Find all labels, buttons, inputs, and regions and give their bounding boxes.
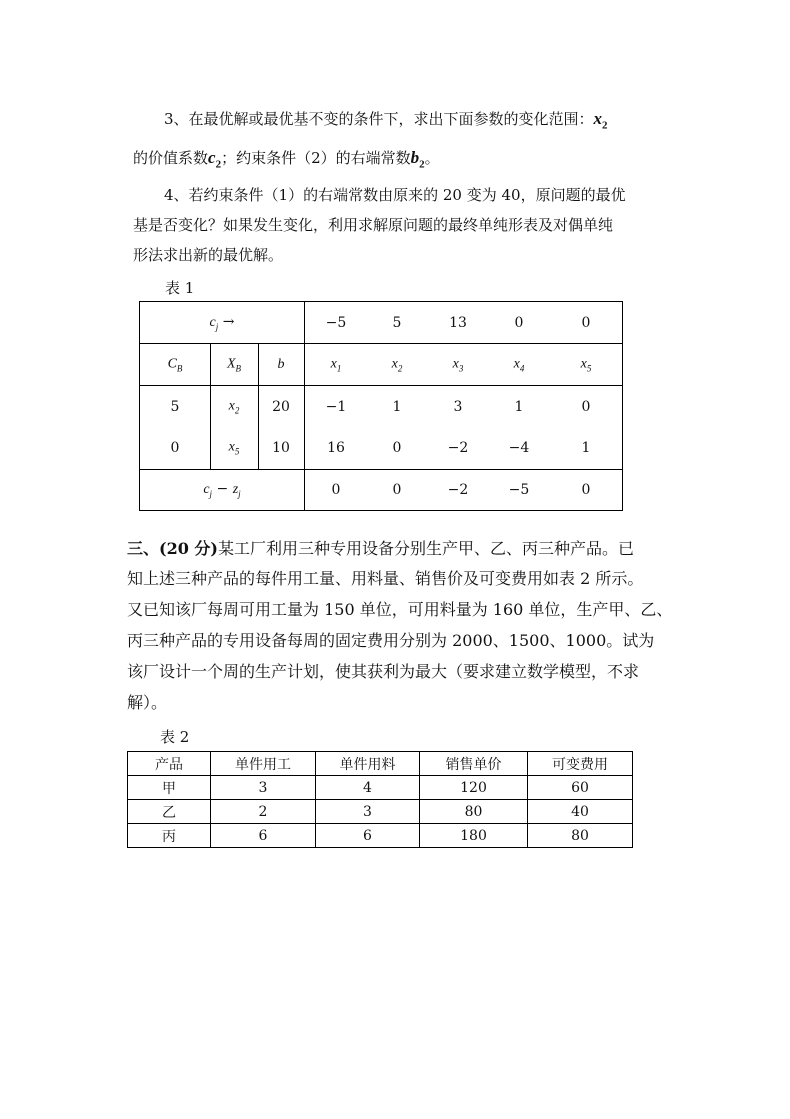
q3-line-1-text: 3、在最优解或最优基不变的条件下，求出下面参数的变化范围： — [164, 110, 594, 128]
header-cell: 可变费用 — [528, 752, 633, 776]
row1-value: 1 — [514, 399, 524, 415]
cj-label: $c_j$ → — [209, 314, 235, 332]
q3-line-2-text-b: ；约束条件（2）的右端常数 — [221, 149, 411, 167]
row2-value: 0 — [392, 440, 402, 456]
q4-line-2: 基是否变化？如果发生变化，利用求解原问题的最终单纯形表及对偶单纯 — [133, 216, 614, 234]
table-cell: 180 — [420, 824, 528, 848]
header-var: $x_5$ — [580, 356, 592, 374]
cz-value: 0 — [331, 482, 341, 498]
sec3-line-1 — [127, 538, 634, 560]
header-var: $x_4$ — [513, 356, 525, 374]
q3-line-2 — [133, 147, 440, 175]
row1-value: 0 — [581, 399, 591, 415]
q4-line-1: 4、若约束条件（1）的右端常数由原来的 20 变为 40，原问题的最优 — [164, 186, 626, 204]
b2-symbol: $b_2$ — [410, 148, 425, 171]
table-cell: 6 — [316, 824, 420, 848]
cj-value: 0 — [514, 315, 524, 331]
cz-value: −5 — [508, 482, 530, 498]
table-cell: 80 — [528, 824, 633, 848]
table-cell: 4 — [316, 776, 420, 800]
row2-b: 10 — [272, 440, 290, 456]
header-cell: 产品 — [128, 752, 211, 776]
header-cell: 销售单价 — [420, 752, 528, 776]
sec3-line-1-text: 某工厂利用三种专用设备分别生产甲、乙、丙三种产品。已 — [217, 539, 634, 558]
row2-value: 16 — [327, 440, 345, 456]
sec3-heading: 三、(20 分) — [127, 539, 218, 558]
sec3-line-4: 丙三种产品的专用设备每周的固定费用分别为 2000、1500、1000。试为 — [127, 631, 655, 650]
row1-cb: 5 — [170, 399, 180, 415]
table-cell: 60 — [528, 776, 633, 800]
header-cb: $C_B$ — [167, 356, 183, 374]
q3-line-1 — [164, 108, 608, 136]
cz-value: 0 — [392, 482, 402, 498]
cj-value: 5 — [392, 315, 402, 331]
header-xb: $X_B$ — [226, 356, 242, 374]
c2-symbol: $c_2$ — [208, 148, 222, 171]
row1-value: 3 — [453, 399, 463, 415]
header-cell: 单件用工 — [211, 752, 316, 776]
sec3-line-6: 解）。 — [127, 693, 168, 712]
table-cell: 3 — [316, 800, 420, 824]
row1-b: 20 — [272, 399, 290, 415]
header-var: $x_2$ — [391, 356, 403, 374]
q3-line-2-text-a: 的价值系数 — [133, 149, 209, 167]
row1-value: −1 — [325, 399, 347, 415]
table-row — [128, 776, 633, 800]
table-cell: 40 — [528, 800, 633, 824]
table-cell: 2 — [211, 800, 316, 824]
header-b: b — [277, 357, 285, 372]
sec3-line-5: 该厂设计一个周的生产计划，使其获利为最大（要求建立数学模型，不求 — [127, 662, 640, 681]
table-cell: 3 — [211, 776, 316, 800]
table-cell: 乙 — [128, 800, 211, 824]
q3-line-2-text-c: 。 — [424, 149, 440, 167]
table-cell: 6 — [211, 824, 316, 848]
cj-value: 0 — [581, 315, 591, 331]
product-table — [127, 751, 633, 848]
x2-symbol: $x_2$ — [593, 109, 608, 132]
row1-value: 1 — [392, 399, 402, 415]
sec3-line-2: 知上述三种产品的每件用工量、用料量、销售价及可变费用如表 2 所示。 — [127, 569, 644, 588]
simplex-table — [139, 301, 623, 511]
cz-value: 0 — [581, 482, 591, 498]
table-cell: 甲 — [128, 776, 211, 800]
header-cell: 单件用料 — [316, 752, 420, 776]
header-var: $x_3$ — [452, 356, 464, 374]
table2-caption: 表 2 — [160, 728, 190, 746]
table1-caption: 表 1 — [165, 279, 195, 297]
table-header-row — [128, 752, 633, 776]
table-row — [128, 824, 633, 848]
q4-line-3: 形法求出新的最优解。 — [133, 246, 284, 264]
sec3-line-3: 又已知该厂每周可用工量为 150 单位，可用料量为 160 单位，生产甲、乙、 — [127, 600, 673, 619]
table-cell: 丙 — [128, 824, 211, 848]
cj-value: −5 — [325, 315, 347, 331]
table-row — [128, 800, 633, 824]
header-var: $x_1$ — [330, 356, 342, 374]
row2-xb: $x_5$ — [228, 439, 240, 457]
cz-value: −2 — [447, 482, 469, 498]
cj-value: 13 — [449, 315, 467, 331]
row2-value: −4 — [508, 440, 530, 456]
cz-label: $c_j - z_j$ — [203, 481, 241, 499]
row1-xb: $x_2$ — [228, 398, 240, 416]
row2-value: −2 — [447, 440, 469, 456]
table-cell: 80 — [420, 800, 528, 824]
row2-value: 1 — [581, 440, 591, 456]
table-cell: 120 — [420, 776, 528, 800]
row2-cb: 0 — [170, 440, 180, 456]
